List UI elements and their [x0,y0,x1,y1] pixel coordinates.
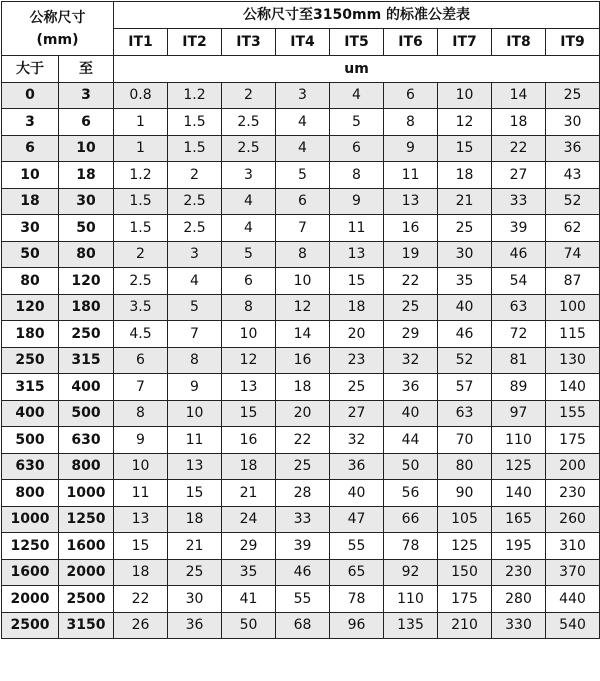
tolerance-cell: 7 [114,374,168,401]
tolerance-cell: 21 [438,188,492,215]
tolerance-cell: 81 [492,347,546,374]
tolerance-cell: 15 [438,135,492,162]
tolerance-cell: 66 [384,506,438,533]
tolerance-cell: 32 [330,427,384,454]
tolerance-cell: 230 [546,480,600,507]
tolerance-cell: 22 [492,135,546,162]
table-row [2,82,600,109]
tolerance-cell: 115 [546,321,600,348]
tolerance-cell: 20 [330,321,384,348]
size-over-cell: 1000 [2,506,59,533]
table-row [2,559,600,586]
size-to-cell: 180 [59,294,114,321]
tolerance-cell: 19 [384,241,438,268]
table-row [2,135,600,162]
tolerance-cell: 15 [222,400,276,427]
size-to-cell: 400 [59,374,114,401]
tolerance-cell: 130 [546,347,600,374]
size-to-cell: 50 [59,215,114,242]
tolerance-cell: 90 [438,480,492,507]
tolerance-cell: 62 [546,215,600,242]
tolerance-cell: 18 [276,374,330,401]
size-over-cell: 2500 [2,612,59,639]
tolerance-cell: 195 [492,533,546,560]
tolerance-cell: 50 [384,453,438,480]
tolerance-cell: 22 [384,268,438,295]
tolerance-cell: 22 [276,427,330,454]
table-row [2,374,600,401]
tolerance-cell: 63 [438,400,492,427]
tolerance-cell: 8 [276,241,330,268]
tolerance-cell: 135 [384,612,438,639]
size-over-cell: 10 [2,162,59,189]
tolerance-cell: 0.8 [114,82,168,109]
tolerance-cell: 12 [222,347,276,374]
tolerance-cell: 20 [276,400,330,427]
tolerance-cell: 6 [330,135,384,162]
size-to-cell: 3150 [59,612,114,639]
tolerance-cell: 11 [384,162,438,189]
tolerance-cell: 18 [168,506,222,533]
tolerance-cell: 24 [222,506,276,533]
table-row [2,294,600,321]
size-over-cell: 400 [2,400,59,427]
table-row [2,480,600,507]
table-row [2,268,600,295]
tolerance-cell: 21 [222,480,276,507]
size-over-cell: 6 [2,135,59,162]
table-row [2,241,600,268]
tolerance-cell: 15 [168,480,222,507]
size-to-cell: 250 [59,321,114,348]
size-to-cell: 18 [59,162,114,189]
tolerance-cell: 1.5 [114,215,168,242]
tolerance-cell: 18 [222,453,276,480]
tolerance-cell: 200 [546,453,600,480]
size-over-cell: 18 [2,188,59,215]
tolerance-cell: 32 [384,347,438,374]
tolerance-cell: 6 [384,82,438,109]
tolerance-cell: 260 [546,506,600,533]
tolerance-cell: 96 [330,612,384,639]
tolerance-cell: 5 [168,294,222,321]
tolerance-cell: 72 [492,321,546,348]
table-row [2,321,600,348]
tolerance-cell: 25 [276,453,330,480]
tolerance-cell: 46 [438,321,492,348]
tolerance-cell: 63 [492,294,546,321]
tolerance-cell: 14 [276,321,330,348]
size-to-cell: 630 [59,427,114,454]
tolerance-cell: 29 [222,533,276,560]
tolerance-cell: 3 [276,82,330,109]
tolerance-cell: 1.5 [114,188,168,215]
tolerance-cell: 4 [330,82,384,109]
tolerance-cell: 25 [168,559,222,586]
tolerance-cell: 4 [222,188,276,215]
size-over-cell: 1250 [2,533,59,560]
tolerance-cell: 11 [168,427,222,454]
tolerance-cell: 55 [276,586,330,613]
tolerance-cell: 8 [384,109,438,136]
tolerance-cell: 9 [330,188,384,215]
tolerance-cell: 18 [492,109,546,136]
table-row [2,215,600,242]
tolerance-cell: 97 [492,400,546,427]
tolerance-cell: 175 [438,586,492,613]
size-over-cell: 120 [2,294,59,321]
tolerance-cell: 175 [546,427,600,454]
tolerance-cell: 1 [114,135,168,162]
tolerance-cell: 10 [114,453,168,480]
grade-header-it7: IT7 [438,29,492,56]
over-header: 大于 [2,56,59,83]
tolerance-cell: 140 [492,480,546,507]
tolerance-cell: 4.5 [114,321,168,348]
tolerance-table [1,1,600,639]
tolerance-cell: 29 [384,321,438,348]
tolerance-cell: 68 [276,612,330,639]
tolerance-cell: 18 [114,559,168,586]
tolerance-cell: 18 [330,294,384,321]
tolerance-cell: 2.5 [114,268,168,295]
size-over-cell: 630 [2,453,59,480]
tolerance-cell: 80 [438,453,492,480]
tolerance-cell: 40 [438,294,492,321]
tolerance-cell: 47 [330,506,384,533]
grade-header-it2: IT2 [168,29,222,56]
tolerance-cell: 25 [546,82,600,109]
tolerance-cell: 26 [114,612,168,639]
size-over-cell: 2000 [2,586,59,613]
tolerance-cell: 9 [114,427,168,454]
tolerance-cell: 50 [222,612,276,639]
tolerance-cell: 230 [492,559,546,586]
tolerance-cell: 4 [168,268,222,295]
tolerance-cell: 13 [384,188,438,215]
tolerance-cell: 9 [384,135,438,162]
tolerance-cell: 210 [438,612,492,639]
tolerance-cell: 110 [384,586,438,613]
size-to-cell: 2000 [59,559,114,586]
tolerance-cell: 11 [330,215,384,242]
size-over-cell: 80 [2,268,59,295]
tolerance-cell: 3 [222,162,276,189]
tolerance-cell: 16 [222,427,276,454]
tolerance-cell: 54 [492,268,546,295]
tolerance-cell: 21 [168,533,222,560]
tolerance-cell: 2 [114,241,168,268]
nominal-size-label: 公称尺寸 [29,9,86,26]
tolerance-cell: 9 [168,374,222,401]
tolerance-cell: 44 [384,427,438,454]
tolerance-cell: 89 [492,374,546,401]
table-row [2,453,600,480]
tolerance-cell: 30 [438,241,492,268]
tolerance-cell: 12 [276,294,330,321]
tolerance-cell: 43 [546,162,600,189]
tolerance-cell: 140 [546,374,600,401]
tolerance-cell: 55 [330,533,384,560]
tolerance-cell: 3 [168,241,222,268]
tolerance-cell: 70 [438,427,492,454]
size-to-cell: 30 [59,188,114,215]
tolerance-cell: 10 [168,400,222,427]
tolerance-cell: 10 [438,82,492,109]
size-over-cell: 180 [2,321,59,348]
size-over-cell: 500 [2,427,59,454]
tolerance-cell: 8 [114,400,168,427]
size-over-cell: 30 [2,215,59,242]
size-to-cell: 3 [59,82,114,109]
tolerance-cell: 25 [384,294,438,321]
tolerance-cell: 2 [168,162,222,189]
tolerance-cell: 7 [276,215,330,242]
tolerance-cell: 78 [384,533,438,560]
table-row [2,109,600,136]
tolerance-cell: 100 [546,294,600,321]
tolerance-cell: 27 [492,162,546,189]
tolerance-cell: 25 [330,374,384,401]
size-to-cell: 80 [59,241,114,268]
tolerance-cell: 92 [384,559,438,586]
size-over-cell: 0 [2,82,59,109]
tolerance-cell: 36 [168,612,222,639]
size-to-cell: 1600 [59,533,114,560]
tolerance-cell: 10 [276,268,330,295]
tolerance-cell: 125 [492,453,546,480]
table-row [2,188,600,215]
size-to-cell: 800 [59,453,114,480]
table-row [2,427,600,454]
tolerance-cell: 18 [438,162,492,189]
size-to-cell: 315 [59,347,114,374]
size-over-cell: 1600 [2,559,59,586]
tolerance-cell: 2.5 [222,109,276,136]
tolerance-cell: 13 [114,506,168,533]
tolerance-cell: 52 [438,347,492,374]
tolerance-cell: 150 [438,559,492,586]
tolerance-cell: 440 [546,586,600,613]
size-over-cell: 800 [2,480,59,507]
tolerance-cell: 23 [330,347,384,374]
size-to-cell: 500 [59,400,114,427]
size-to-cell: 10 [59,135,114,162]
table-row [2,400,600,427]
tolerance-cell: 11 [114,480,168,507]
tolerance-cell: 52 [546,188,600,215]
tolerance-cell: 35 [222,559,276,586]
tolerance-cell: 105 [438,506,492,533]
tolerance-cell: 41 [222,586,276,613]
tolerance-cell: 6 [222,268,276,295]
tolerance-cell: 1.2 [168,82,222,109]
tolerance-cell: 1 [114,109,168,136]
tolerance-cell: 65 [330,559,384,586]
tolerance-cell: 310 [546,533,600,560]
tolerance-cell: 40 [330,480,384,507]
tolerance-cell: 2 [222,82,276,109]
size-over-cell: 315 [2,374,59,401]
tolerance-cell: 10 [222,321,276,348]
tolerance-cell: 330 [492,612,546,639]
tolerance-cell: 35 [438,268,492,295]
tolerance-cell: 16 [276,347,330,374]
tolerance-cell: 3.5 [114,294,168,321]
size-to-cell: 6 [59,109,114,136]
table-row [2,347,600,374]
tolerance-cell: 33 [276,506,330,533]
tolerance-cell: 39 [276,533,330,560]
tolerance-cell: 4 [276,135,330,162]
tolerance-cell: 14 [492,82,546,109]
tolerance-cell: 2.5 [222,135,276,162]
tolerance-cell: 15 [330,268,384,295]
grade-header-it1: IT1 [114,29,168,56]
tolerance-cell: 540 [546,612,600,639]
tolerance-cell: 5 [276,162,330,189]
tolerance-cell: 165 [492,506,546,533]
tolerance-cell: 5 [330,109,384,136]
tolerance-cell: 22 [114,586,168,613]
tolerance-cell: 110 [492,427,546,454]
tolerance-cell: 4 [222,215,276,242]
grade-header-it5: IT5 [330,29,384,56]
grade-header-it4: IT4 [276,29,330,56]
tolerance-cell: 8 [168,347,222,374]
tolerance-cell: 13 [330,241,384,268]
tolerance-cell: 125 [438,533,492,560]
tolerance-cell: 13 [168,453,222,480]
size-to-cell: 1250 [59,506,114,533]
size-over-cell: 250 [2,347,59,374]
table-row [2,506,600,533]
tolerance-cell: 39 [492,215,546,242]
tolerance-cell: 5 [222,241,276,268]
grade-header-it9: IT9 [546,29,600,56]
tolerance-cell: 46 [276,559,330,586]
tolerance-cell: 15 [114,533,168,560]
tolerance-cell: 36 [384,374,438,401]
tolerance-cell: 16 [384,215,438,242]
tolerance-cell: 155 [546,400,600,427]
unit-header: um [114,56,600,83]
tolerance-cell: 1.2 [114,162,168,189]
tolerance-cell: 57 [438,374,492,401]
tolerance-cell: 56 [384,480,438,507]
tolerance-cell: 25 [438,215,492,242]
tolerance-cell: 87 [546,268,600,295]
tolerance-cell: 36 [330,453,384,480]
to-header: 至 [59,56,114,83]
tolerance-cell: 27 [330,400,384,427]
size-over-cell: 3 [2,109,59,136]
table-title: 公称尺寸至3150mm 的标准公差表 [114,2,600,29]
tolerance-cell: 36 [546,135,600,162]
tolerance-cell: 8 [222,294,276,321]
size-to-cell: 2500 [59,586,114,613]
tolerance-cell: 30 [546,109,600,136]
size-over-cell: 50 [2,241,59,268]
tolerance-cell: 1.5 [168,109,222,136]
tolerance-cell: 74 [546,241,600,268]
table-row [2,533,600,560]
tolerance-cell: 12 [438,109,492,136]
grade-header-it8: IT8 [492,29,546,56]
tolerance-cell: 6 [114,347,168,374]
table-row [2,586,600,613]
tolerance-cell: 2.5 [168,188,222,215]
tolerance-cell: 28 [276,480,330,507]
tolerance-cell: 280 [492,586,546,613]
tolerance-cell: 6 [276,188,330,215]
tolerance-cell: 78 [330,586,384,613]
tolerance-cell: 7 [168,321,222,348]
grade-header-it6: IT6 [384,29,438,56]
tolerance-cell: 30 [168,586,222,613]
table-row [2,612,600,639]
size-to-cell: 120 [59,268,114,295]
nominal-size-header [2,2,114,56]
grade-header-it3: IT3 [222,29,276,56]
tolerance-cell: 2.5 [168,215,222,242]
tolerance-cell: 46 [492,241,546,268]
tolerance-cell: 1.5 [168,135,222,162]
table-body [2,82,600,639]
tolerance-cell: 40 [384,400,438,427]
tolerance-cell: 4 [276,109,330,136]
size-to-cell: 1000 [59,480,114,507]
tolerance-cell: 370 [546,559,600,586]
table-row [2,162,600,189]
tolerance-cell: 8 [330,162,384,189]
nominal-size-unit: (mm) [36,31,79,48]
tolerance-cell: 33 [492,188,546,215]
tolerance-cell: 13 [222,374,276,401]
